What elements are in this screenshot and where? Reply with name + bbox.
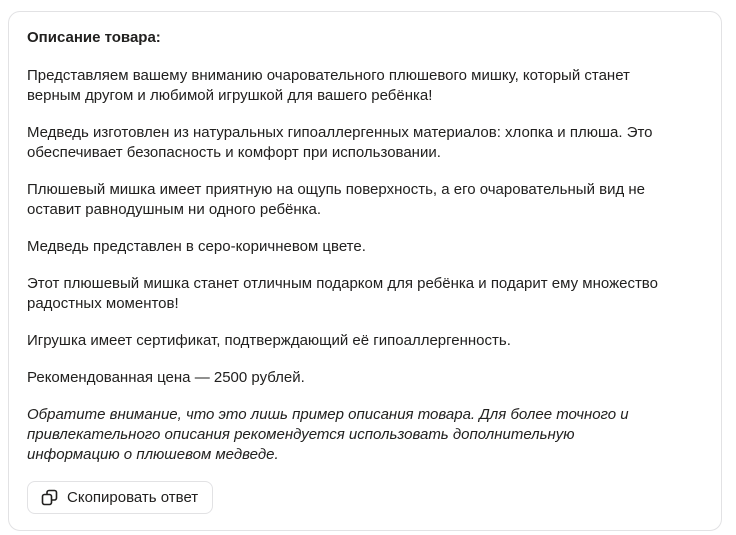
answer-heading: Описание товара: [27, 29, 161, 46]
answer-note: Обратите внимание, что это лишь пример описания товара. Для более точного и привлекательного описания рекомендуется использовать дополнительную информацию о плюшевом медведе. [27, 406, 629, 463]
answer-card [8, 11, 722, 531]
answer-paragraph: Плюшевый мишка имеет приятную на ощупь поверхность, а его очаровательный вид не оставит равнодушным ни одного ребёнка. [27, 181, 646, 218]
answer-paragraph: Представляем вашему вниманию очаровательного плюшевого мишку, который станет верным другом и любимой игрушкой для вашего ребёнка! [27, 67, 630, 104]
answer-paragraph: Рекомендованная цена — 2500 рублей. [27, 369, 305, 386]
answer-paragraph: Игрушка имеет сертификат, подтверждающий её гипоаллергенность. [27, 332, 511, 349]
copy-answer-button[interactable] [27, 481, 213, 514]
answer-paragraph: Медведь представлен в серо-коричневом цвете. [27, 238, 366, 255]
copy-icon [41, 489, 58, 506]
answer-paragraph: Медведь изготовлен из натуральных гипоаллергенных материалов: хлопка и плюша. Это обеспечивает безопасность и комфорт при использовании. [27, 124, 653, 161]
answer-paragraph: Этот плюшевый мишка станет отличным подарком для ребёнка и подарит ему множество радостных моментов! [27, 275, 658, 312]
copy-answer-label: Скопировать ответ [67, 489, 199, 506]
answer-content [27, 28, 667, 482]
